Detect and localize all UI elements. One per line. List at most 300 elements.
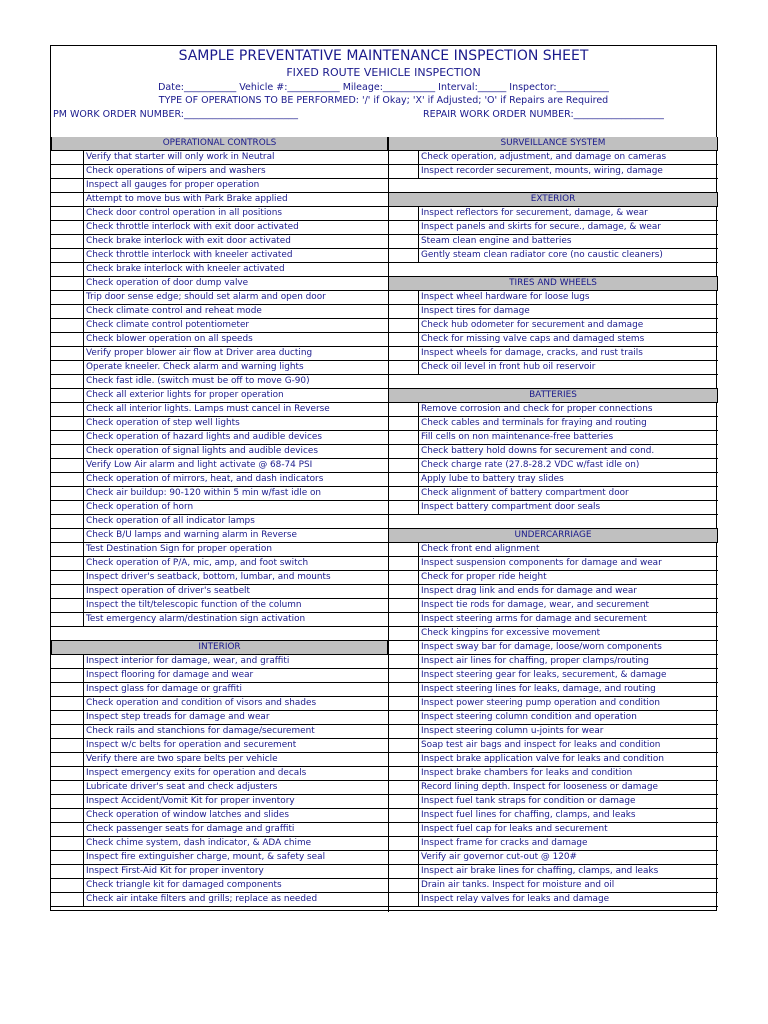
checklist-item-text: Check climate control and reheat mode (86, 306, 262, 316)
check-mark-cell[interactable] (388, 571, 419, 584)
checklist-item-text: Inspect air brake lines for chaffing, clamps, and leaks (421, 866, 659, 876)
check-mark-cell[interactable] (388, 487, 419, 500)
check-mark-cell[interactable] (51, 431, 84, 444)
checklist-item-text: Check operation of mirrors, heat, and dash indicators (86, 474, 324, 484)
checklist-item-text: Inspect fuel cap for leaks and securement (421, 824, 608, 834)
check-mark-cell[interactable] (388, 403, 419, 416)
checklist-row (51, 823, 388, 837)
check-mark-cell[interactable] (388, 165, 419, 178)
checklist-row (388, 739, 718, 753)
checklist-item-text: Drain air tanks. Inspect for moisture and oil (421, 880, 615, 890)
checklist-row (388, 837, 718, 851)
check-mark-cell[interactable] (51, 697, 84, 710)
check-mark-cell[interactable] (51, 725, 84, 738)
checklist-item-text: Check alignment of battery compartment door (421, 488, 629, 498)
checklist-row (51, 697, 388, 711)
check-mark-cell[interactable] (388, 893, 419, 906)
check-mark-cell[interactable] (51, 305, 84, 318)
checklist-item-text: Inspect panels and skirts for secure., damage, & wear (421, 222, 661, 232)
checklist-item-text: Inspect fire extinguisher charge, mount, & safety seal (86, 852, 326, 862)
check-mark-cell (388, 179, 419, 192)
checklist-row (51, 515, 388, 529)
checklist-item-text: Inspect operation of driver's seatbelt (86, 586, 250, 596)
check-mark-cell[interactable] (388, 753, 419, 766)
checklist-item-text: Check hub odometer for securement and damage (421, 320, 644, 330)
check-mark-cell[interactable] (51, 389, 84, 402)
checklist-item-text: Inspect steering lines for leaks, damage, and routing (421, 684, 656, 694)
checklist-row (51, 361, 388, 375)
check-mark-cell[interactable] (51, 347, 84, 360)
checklist-item-text: Check rails and stanchions for damage/securement (86, 726, 315, 736)
checklist-item-text: Steam clean engine and batteries (421, 236, 572, 246)
checklist-item-text: Inspect steering column condition and operation (421, 712, 637, 722)
check-mark-cell[interactable] (51, 683, 84, 696)
blank-row (388, 263, 718, 277)
check-mark-cell[interactable] (51, 165, 84, 178)
checklist-item-text: Inspect suspension components for damage and wear (421, 558, 662, 568)
checklist-item-text: Attempt to move bus with Park Brake applied (86, 194, 288, 204)
checklist-item-text: Check climate control potentiometer (86, 320, 250, 330)
check-mark-cell[interactable] (388, 879, 419, 892)
checklist-row (51, 151, 388, 165)
check-mark-cell[interactable] (51, 865, 84, 878)
check-mark-cell[interactable] (51, 249, 84, 262)
checklist-row (51, 333, 388, 347)
checklist-row (388, 235, 718, 249)
check-mark-cell[interactable] (388, 725, 419, 738)
checklist-row (51, 711, 388, 725)
inspection-sheet (50, 45, 717, 911)
checklist-item-text: Inspect fuel lines for chaffing, clamps, and leaks (421, 810, 636, 820)
check-mark-cell[interactable] (51, 599, 84, 612)
checklist-row (51, 221, 388, 235)
check-mark-cell[interactable] (388, 417, 419, 430)
check-mark-cell[interactable] (388, 865, 419, 878)
check-mark-cell[interactable] (388, 431, 419, 444)
checklist-item-text: Test Destination Sign for proper operation (86, 544, 272, 554)
check-mark-cell[interactable] (51, 571, 84, 584)
checklist-row (51, 319, 388, 333)
check-mark-cell[interactable] (51, 277, 84, 290)
sheet-title: SAMPLE PREVENTATIVE MAINTENANCE INSPECTION SHEET (178, 48, 589, 64)
checklist-row (388, 809, 718, 823)
check-mark-cell[interactable] (388, 305, 419, 318)
checklist-row (51, 529, 388, 543)
check-mark-cell[interactable] (51, 207, 84, 220)
checklist-row (51, 781, 388, 795)
checklist-item-text: Check door control operation in all positions (86, 208, 282, 218)
checklist-row (51, 207, 388, 221)
section-header-label: EXTERIOR (530, 194, 576, 204)
checklist-item-text: Inspect brake application valve for leaks and condition (421, 754, 664, 764)
check-mark-cell[interactable] (51, 179, 84, 192)
checklist-row (388, 431, 718, 445)
check-mark-cell[interactable] (51, 515, 84, 528)
checklist-row (51, 403, 388, 417)
check-mark-cell[interactable] (388, 319, 419, 332)
check-mark-cell[interactable] (51, 417, 84, 430)
checklist-item-text (419, 179, 718, 192)
checklist-row (388, 305, 718, 319)
check-mark-cell[interactable] (51, 557, 84, 570)
check-mark-cell[interactable] (51, 291, 84, 304)
check-mark-cell[interactable] (51, 669, 84, 682)
check-mark-cell[interactable] (51, 543, 84, 556)
section-header-tires-and-wheels (388, 277, 718, 291)
checklist-item-text: Verify there are two spare belts per vehicle (86, 754, 278, 764)
checklist-row (51, 669, 388, 683)
checklist-item-text: Check operation of window latches and slides (86, 810, 290, 820)
check-mark-cell[interactable] (51, 487, 84, 500)
check-mark-cell[interactable] (51, 823, 84, 836)
check-mark-cell[interactable] (51, 361, 84, 374)
checklist-row (388, 781, 718, 795)
sheet-subtitle: FIXED ROUTE VEHICLE INSPECTION (286, 66, 481, 79)
checklist-item-text: Check operation of step well lights (86, 418, 240, 428)
checklist-item-text: Inspect step treads for damage and wear (86, 712, 270, 722)
checklist-row (388, 151, 718, 165)
checklist-item-text: Soap test air bags and inspect for leaks and condition (421, 740, 661, 750)
checklist-row (388, 165, 718, 179)
checklist-item-text: Check all exterior lights for proper operation (86, 390, 284, 400)
checklist-row (388, 865, 718, 879)
checklist-row (388, 445, 718, 459)
check-mark-cell[interactable] (388, 809, 419, 822)
checklist-item-text: Check operation, adjustment, and damage on cameras (421, 152, 667, 162)
checklist-item-text: Inspect driver's seatback, bottom, lumbar, and mounts (86, 572, 331, 582)
checklist-row (51, 809, 388, 823)
blank-row (388, 179, 718, 193)
check-mark-cell[interactable] (388, 459, 419, 472)
checklist-item-text: Inspect battery compartment door seals (421, 502, 601, 512)
checklist-item-text: Inspect glass for damage or graffiti (86, 684, 242, 694)
checklist-item-text: Check fast idle. (switch must be off to move G-90) (86, 376, 310, 386)
left-checklist-column (51, 137, 388, 907)
checklist-row (388, 627, 718, 641)
operation-instructions: TYPE OF OPERATIONS TO BE PERFORMED: '/' if Okay; 'X' if Adjusted; 'O' if Repairs are Required (158, 95, 609, 106)
check-mark-cell[interactable] (51, 585, 84, 598)
check-mark-cell[interactable] (388, 291, 419, 304)
check-mark-cell (388, 263, 419, 276)
check-mark-cell[interactable] (51, 459, 84, 472)
checklist-row (388, 823, 718, 837)
checklist-row (51, 837, 388, 851)
check-mark-cell[interactable] (388, 837, 419, 850)
check-mark-cell[interactable] (51, 529, 84, 542)
check-mark-cell[interactable] (51, 781, 84, 794)
checklist-item-text: Inspect tires for damage (421, 306, 530, 316)
checklist-item-text: Check chime system, dash indicator, & ADA chime (86, 838, 312, 848)
checklist-item-text: Lubricate driver's seat and check adjusters (86, 782, 278, 792)
checklist-row (51, 851, 388, 865)
check-mark-cell[interactable] (51, 879, 84, 892)
section-header-label: TIRES AND WHEELS (509, 278, 597, 288)
checklist-row (51, 893, 388, 907)
check-mark-cell[interactable] (388, 445, 419, 458)
checklist-row (388, 347, 718, 361)
checklist-row (51, 235, 388, 249)
checklist-row (388, 557, 718, 571)
checklist-row (51, 305, 388, 319)
column-divider (388, 137, 389, 912)
checklist-row (51, 571, 388, 585)
checklist-row (388, 333, 718, 347)
blank-row (388, 375, 718, 389)
checklist-row (51, 473, 388, 487)
checklist-item-text: Check air intake filters and grills; replace as needed (86, 894, 318, 904)
check-mark-cell[interactable] (388, 333, 419, 346)
checklist-row (388, 543, 718, 557)
checklist-row (51, 683, 388, 697)
checklist-row (388, 767, 718, 781)
check-mark-cell[interactable] (51, 235, 84, 248)
checklist-row (51, 655, 388, 669)
checklist-item-text: Check front end alignment (421, 544, 540, 554)
checklist-item-text: Test emergency alarm/destination sign activation (86, 614, 306, 624)
check-mark-cell[interactable] (388, 361, 419, 374)
section-header-label: UNDERCARRIAGE (514, 530, 592, 540)
checklist-item-text: Check charge rate (27.8-28.2 VDC w/fast idle on) (421, 460, 640, 470)
checklist-row (51, 795, 388, 809)
checklist-row (51, 599, 388, 613)
check-mark-cell[interactable] (388, 473, 419, 486)
checklist-row (51, 865, 388, 879)
check-mark-cell[interactable] (51, 151, 84, 164)
checklist-row (388, 683, 718, 697)
check-mark-cell (388, 375, 419, 388)
right-checklist-column (388, 137, 718, 907)
checklist-item-text: Inspect all gauges for proper operation (86, 180, 260, 190)
check-mark-cell[interactable] (388, 599, 419, 612)
check-mark-cell[interactable] (388, 669, 419, 682)
section-header-undercarriage (388, 529, 718, 543)
checklist-row (388, 459, 718, 473)
blank-row (51, 627, 388, 641)
checklist-item-text: Check passenger seats for damage and graffiti (86, 824, 295, 834)
check-mark-cell[interactable] (388, 249, 419, 262)
checklist-row (388, 711, 718, 725)
checklist-item-text: Inspect the tilt/telescopic function of the column (86, 600, 302, 610)
pm-work-order-number: PM WORK ORDER NUMBER:________________________ (53, 109, 298, 120)
checklist-item-text: Verify air governor cut-out @ 120# (421, 852, 577, 862)
check-mark-cell[interactable] (51, 809, 84, 822)
checklist-row (51, 291, 388, 305)
check-mark-cell[interactable] (388, 641, 419, 654)
checklist-item-text: Inspect tie rods for damage, wear, and securement (421, 600, 649, 610)
check-mark-cell[interactable] (388, 767, 419, 780)
check-mark-cell[interactable] (388, 557, 419, 570)
checklist-row (51, 613, 388, 627)
check-mark-cell[interactable] (51, 613, 84, 626)
check-mark-cell[interactable] (51, 837, 84, 850)
checklist-item-text: Inspect frame for cracks and damage (421, 838, 588, 848)
check-mark-cell[interactable] (51, 655, 84, 668)
checklist-row (51, 165, 388, 179)
check-mark-cell[interactable] (51, 739, 84, 752)
check-mark-cell[interactable] (388, 711, 419, 724)
check-mark-cell[interactable] (51, 193, 84, 206)
checklist-row (388, 487, 718, 501)
check-mark-cell[interactable] (388, 739, 419, 752)
section-header-label: SURVEILLANCE SYSTEM (500, 138, 606, 148)
checklist-row (51, 263, 388, 277)
checklist-item-text: Check throttle interlock with kneeler activated (86, 250, 293, 260)
checklist-row (388, 753, 718, 767)
check-mark-cell[interactable] (388, 221, 419, 234)
check-mark-cell[interactable] (388, 781, 419, 794)
checklist-row (388, 403, 718, 417)
checklist-row (388, 221, 718, 235)
check-mark-cell[interactable] (51, 473, 84, 486)
checklist-item-text: Inspect relay valves for leaks and damage (421, 894, 610, 904)
checklist-item-text: Inspect fuel tank straps for condition or damage (421, 796, 636, 806)
checklist-item-text: Fill cells on non maintenance-free batteries (421, 432, 614, 442)
checklist-row (51, 417, 388, 431)
checklist-row (388, 725, 718, 739)
checklist-item-text: Inspect air lines for chaffing, proper clamps/routing (421, 656, 649, 666)
checklist-item-text: Record lining depth. Inspect for looseness or damage (421, 782, 658, 792)
check-mark-cell (51, 627, 84, 640)
checklist-row (388, 879, 718, 893)
checklist-item-text: Inspect wheels for damage, cracks, and rust trails (421, 348, 643, 358)
checklist-item-text: Verify that starter will only work in Neutral (86, 152, 275, 162)
check-mark-cell[interactable] (388, 823, 419, 836)
checklist-item-text: Check operation of P/A, mic, amp, and foot switch (86, 558, 309, 568)
checklist-row (388, 585, 718, 599)
check-mark-cell[interactable] (388, 613, 419, 626)
section-header-operational-controls (51, 137, 388, 151)
repair-work-order-number: REPAIR WORK ORDER NUMBER:___________________ (423, 109, 664, 120)
check-mark-cell[interactable] (51, 263, 84, 276)
check-mark-cell[interactable] (388, 795, 419, 808)
checklist-row (51, 389, 388, 403)
checklist-item-text: Operate kneeler. Check alarm and warning lights (86, 362, 304, 372)
check-mark-cell[interactable] (388, 697, 419, 710)
checklist-item-text: Inspect steering column u-joints for wear (421, 726, 604, 736)
checklist-item-text: Inspect w/c belts for operation and securement (86, 740, 297, 750)
checklist-item-text: Check operations of wipers and washers (86, 166, 266, 176)
checklist-row (388, 697, 718, 711)
section-header-batteries (388, 389, 718, 403)
checklist-item-text: Check brake interlock with kneeler activated (86, 264, 285, 274)
check-mark-cell[interactable] (388, 627, 419, 640)
checklist-item-text: Inspect wheel hardware for loose lugs (421, 292, 590, 302)
check-mark-cell[interactable] (51, 319, 84, 332)
checklist-row (388, 641, 718, 655)
section-header-exterior (388, 193, 718, 207)
checklist-item-text: Check oil level in front hub oil reservoir (421, 362, 596, 372)
checklist-row (51, 249, 388, 263)
checklist-item-text (419, 263, 718, 276)
checklist-item-text: Check operation of door dump valve (86, 278, 249, 288)
checklist-item-text: Inspect drag link and ends for damage and wear (421, 586, 637, 596)
checklist-item-text: Check all interior lights. Lamps must cancel in Reverse (86, 404, 330, 414)
checklist-item-text: Check air buildup: 90-120 within 5 min w/fast idle on (86, 488, 322, 498)
checklist-row (51, 179, 388, 193)
check-mark-cell[interactable] (51, 221, 84, 234)
checklist-row (388, 655, 718, 669)
checklist-row (388, 851, 718, 865)
check-mark-cell[interactable] (51, 375, 84, 388)
check-mark-cell[interactable] (51, 711, 84, 724)
checklist-row (51, 767, 388, 781)
checklist-row (388, 207, 718, 221)
check-mark-cell[interactable] (388, 543, 419, 556)
check-mark-cell[interactable] (388, 683, 419, 696)
checklist-item-text: Check B/U lamps and warning alarm in Reverse (86, 530, 297, 540)
check-mark-cell[interactable] (388, 655, 419, 668)
checklist-row (388, 501, 718, 515)
checklist-row (51, 347, 388, 361)
checklist-item-text: Inspect First-Aid Kit for proper inventory (86, 866, 264, 876)
check-mark-cell[interactable] (51, 501, 84, 514)
check-mark-cell[interactable] (51, 893, 84, 906)
checklist-item-text: Inspect brake chambers for leaks and condition (421, 768, 633, 778)
checklist-row (388, 249, 718, 263)
checklist-item-text (419, 375, 718, 388)
checklist-item-text: Gently steam clean radiator core (no caustic cleaners) (421, 250, 663, 260)
checklist-item-text: Inspect Accident/Vomit Kit for proper inventory (86, 796, 295, 806)
section-header-surveillance-system (388, 137, 718, 151)
checklist-row (388, 599, 718, 613)
checklist-item-text: Check triangle kit for damaged components (86, 880, 282, 890)
check-mark-cell[interactable] (388, 151, 419, 164)
checklist-item-text: Inspect power steering pump operation and condition (421, 698, 660, 708)
checklist-row (51, 557, 388, 571)
checklist-item-text: Check operation and condition of visors and shades (86, 698, 317, 708)
check-mark-cell[interactable] (51, 403, 84, 416)
check-mark-cell[interactable] (51, 767, 84, 780)
checklist-item-text: Verify Low Air alarm and light activate @ 68-74 PSI (86, 460, 313, 470)
check-mark-cell[interactable] (388, 347, 419, 360)
checklist-item-text: Check for missing valve caps and damaged stems (421, 334, 645, 344)
checklist-row (51, 879, 388, 893)
check-mark-cell[interactable] (388, 501, 419, 514)
checklist-item-text: Verify proper blower air flow at Driver area ducting (86, 348, 313, 358)
checklist-item-text: Inspect recorder securement, mounts, wiring, damage (421, 166, 663, 176)
checklist-item-text: Inspect interior for damage, wear, and graffiti (86, 656, 290, 666)
checklist-item-text: Check cables and terminals for fraying and routing (421, 418, 647, 428)
check-mark-cell[interactable] (388, 207, 419, 220)
checklist-item-text: Inspect steering arms for damage and securement (421, 614, 647, 624)
check-mark-cell[interactable] (388, 851, 419, 864)
checklist-row (51, 445, 388, 459)
checklist-row (51, 375, 388, 389)
check-mark-cell[interactable] (51, 445, 84, 458)
check-mark-cell (388, 515, 419, 528)
checklist-item-text (84, 627, 388, 640)
checklist-row (51, 459, 388, 473)
check-mark-cell[interactable] (51, 795, 84, 808)
checklist-item-text: Inspect emergency exits for operation and decals (86, 768, 307, 778)
checklist-row (388, 417, 718, 431)
check-mark-cell[interactable] (388, 585, 419, 598)
checklist-item-text: Check operation of horn (86, 502, 194, 512)
checklist-item-text: Apply lube to battery tray slides (421, 474, 564, 484)
check-mark-cell[interactable] (388, 235, 419, 248)
checklist-item-text: Inspect reflectors for securement, damage, & wear (421, 208, 648, 218)
checklist-row (51, 193, 388, 207)
checklist-row (51, 487, 388, 501)
checklist-row (388, 473, 718, 487)
section-header-label: OPERATIONAL CONTROLS (162, 138, 277, 148)
check-mark-cell[interactable] (51, 333, 84, 346)
check-mark-cell[interactable] (51, 753, 84, 766)
checklist-item-text: Check kingpins for excessive movement (421, 628, 601, 638)
checklist-row (51, 431, 388, 445)
checklist-item-text: Inspect flooring for damage and wear (86, 670, 254, 680)
check-mark-cell[interactable] (51, 851, 84, 864)
